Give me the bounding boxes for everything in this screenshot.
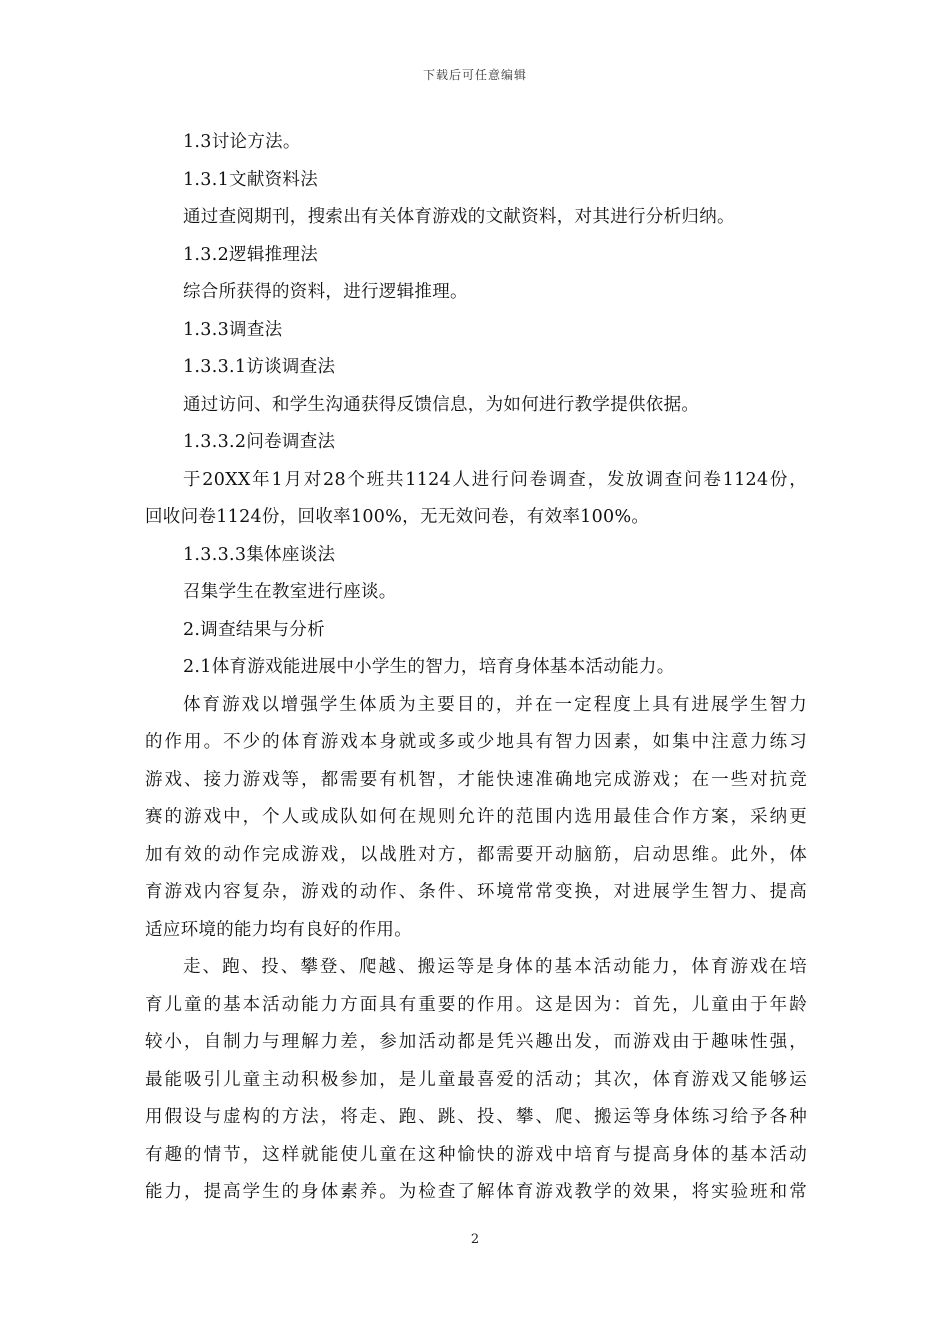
paragraph-line: 能力，提高学生的身体素养。为检查了解体育游戏教学的效果，将实验班和常 <box>145 1182 807 1202</box>
paragraph-line: 综合所获得的资料，进行逻辑推理。 <box>183 282 468 302</box>
paragraph-line: 游戏、接力游戏等，都需要有机智，才能快速准确地完成游戏；在一些对抗竞 <box>145 769 807 790</box>
paragraph-line: 走、跑、投、攀登、爬越、搬运等是身体的基本活动能力，体育游戏在培 <box>183 957 807 977</box>
paragraph-line: 赛的游戏中，个人或成队如何在规则允许的范围内选用最佳合作方案，采纳更 <box>145 807 807 827</box>
paragraph-line: 最能吸引儿童主动积极参加，是儿童最喜爱的活动；其次，体育游戏又能够运 <box>145 1069 807 1090</box>
heading-1-3-3-1: 1.3.3.1访谈调查法 <box>183 357 336 377</box>
heading-1-3: 1.3讨论方法。 <box>183 132 301 152</box>
paragraph-line: 育儿童的基本活动能力方面具有重要的作用。这是因为：首先，儿童由于年龄 <box>145 994 807 1015</box>
paragraph-line: 用假设与虚构的方法，将走、跑、跳、投、攀、爬、搬运等身体练习给予各种 <box>145 1107 807 1127</box>
heading-1-3-3-3: 1.3.3.3集体座谈法 <box>183 544 336 565</box>
heading-2: 2.调查结果与分析 <box>183 619 325 640</box>
body-text <box>145 124 807 1212</box>
heading-1-3-2: 1.3.2逻辑推理法 <box>183 244 319 265</box>
paragraph-line: 育游戏内容复杂，游戏的动作、条件、环境常常变换，对进展学生智力、提高 <box>145 882 807 902</box>
paragraph-line: 于20XX年1月对28个班共1124人进行问卷调查，发放调查问卷1124份， <box>183 469 807 490</box>
paragraph-line: 体育游戏以增强学生体质为主要目的，并在一定程度上具有进展学生智力 <box>183 694 807 715</box>
paragraph-line: 加有效的动作完成游戏，以战胜对方，都需要开动脑筋，启动思维。此外，体 <box>145 844 807 865</box>
paragraph-line: 通过访问、和学生沟通获得反馈信息，为如何进行教学提供依据。 <box>183 394 700 415</box>
heading-1-3-3-2: 1.3.3.2问卷调查法 <box>183 432 336 452</box>
header-note: 下载后可任意编辑 <box>422 68 527 82</box>
paragraph-line: 回收问卷1124份，回收率100%，无无效问卷，有效率100%。 <box>145 507 650 527</box>
heading-1-3-1: 1.3.1文献资料法 <box>183 169 319 190</box>
paragraph-line: 召集学生在教室进行座谈。 <box>183 582 397 602</box>
paragraph-line: 的作用。不少的体育游戏本身就或多或少地具有智力因素，如集中注意力练习 <box>145 732 807 752</box>
paragraph-line: 适应环境的能力均有良好的作用。 <box>145 919 412 940</box>
heading-2-1: 2.1体育游戏能进展中小学生的智力，培育身体基本活动能力。 <box>183 657 675 677</box>
heading-1-3-3: 1.3.3调查法 <box>183 319 283 340</box>
paragraph-line: 有趣的情节，这样就能使儿童在这种愉快的游戏中培育与提高身体的基本活动 <box>145 1144 807 1165</box>
page-number: 2 <box>470 1232 480 1247</box>
paragraph-line: 较小，自制力与理解力差，参加活动都是凭兴趣出发，而游戏由于趣味性强， <box>145 1032 807 1052</box>
paragraph-line: 通过查阅期刊，搜索出有关体育游戏的文献资料，对其进行分析归纳。 <box>183 207 735 227</box>
